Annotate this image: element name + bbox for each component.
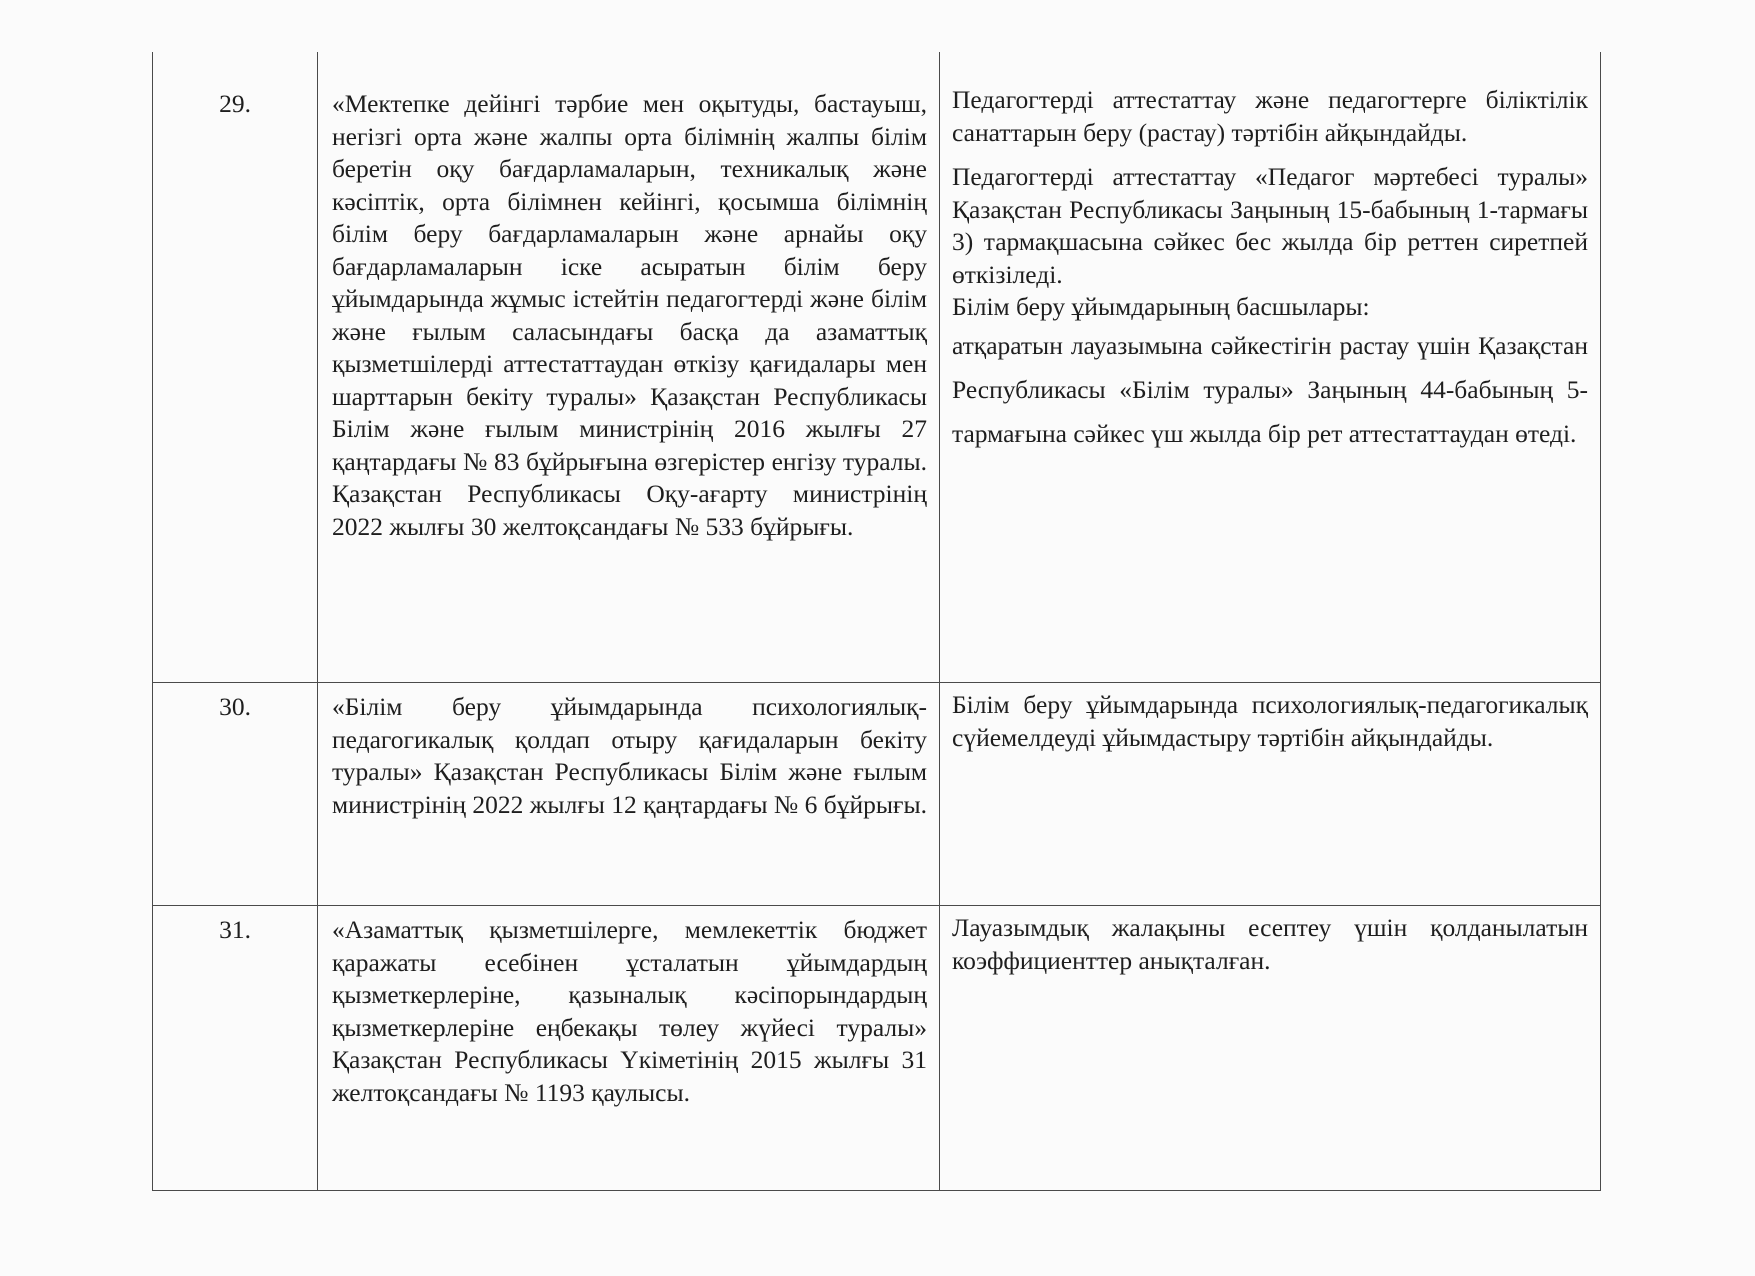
table-row: [153, 52, 1601, 683]
table-row: [153, 906, 1601, 1191]
description-paragraph: Педагогтерді аттестаттау және педагогтерге біліктілік санаттарын беру (растау) тәртібін айқындайды.: [952, 85, 1588, 147]
legal-act-description: [940, 683, 1601, 906]
legal-acts-table: [152, 52, 1601, 1191]
description-paragraph: Білім беру ұйымдарында психологиялық-педагогикалық сүйемелдеуді ұйымдастыру тәртібін айқындайды.: [952, 690, 1588, 752]
row-number: 31.: [153, 906, 318, 1191]
legal-act-description: [940, 906, 1601, 1191]
row-number: 29.: [153, 52, 318, 683]
row-number: 30.: [153, 683, 318, 906]
legal-act-title: «Азаматтық қызметшілерге, мемлекеттік бюджет қаражаты есебінен ұсталатын ұйымдардың қызметкерлеріне, қазыналық кәсіпорындардың қызметкерлеріне еңбекақы төлеу жүйесі туралы» Қазақстан Республикасы Үкіметінің 2015 жылғы 31 желтоқсандағы № 1193 қаулысы.: [318, 906, 940, 1191]
legal-act-title: «Мектепке дейінгі тәрбие мен оқытуды, бастауыш, негізгі орта және жалпы орта білімнің жалпы білім беретін оқу бағдарламаларын, техникалық және кәсіптік, орта білімнен кейінгі, қосымша білімнің білім беру бағдарламаларын және арнайы оқу бағдарламаларын іске асыратын білім беру ұйымдарында жұмыс істейтін педагогтерді және білім және ғылым саласындағы басқа да азаматтық қызметшілерді аттестаттаудан өткізу қағидалары мен шарттарын бекіту туралы» Қазақстан Республикасы Білім және ғылым министрінің 2016 жылғы 27 қаңтардағы № 83 бұйрығына өзгерістер енгізу туралы. Қазақстан Республикасы Оқу-ағарту министрінің 2022 жылғы 30 желтоқсандағы № 533 бұйрығы.: [318, 52, 940, 683]
description-paragraph: Педагогтерді аттестаттау «Педагог мәртебесі туралы» Қазақстан Республикасы Заңының 15-бабының 1-тармағы 3) тармақшасына сәйкес бес жылда бір реттен сиретпей өткізіледі.: [952, 162, 1588, 289]
legal-act-title: «Білім беру ұйымдарында психологиялық-педагогикалық қолдап отыру қағидаларын бекіту туралы» Қазақстан Республикасы Білім және ғылым министрінің 2022 жылғы 12 қаңтардағы № 6 бұйрығы.: [318, 683, 940, 906]
description-paragraph: Лауазымдық жалақыны есептеу үшін қолданылатын коэффициенттер анықталған.: [952, 913, 1588, 975]
table-row: [153, 683, 1601, 906]
description-paragraph: атқаратын лауазымына сәйкестігін растау үшін Қазақстан Республикасы «Білім туралы» Заңының 44-бабының 5-тармағына сәйкес үш жылда бір рет аттестаттаудан өтеді.: [952, 330, 1588, 448]
legal-act-description: [940, 52, 1601, 683]
description-paragraph: Білім беру ұйымдарының басшылары:: [952, 292, 1370, 321]
